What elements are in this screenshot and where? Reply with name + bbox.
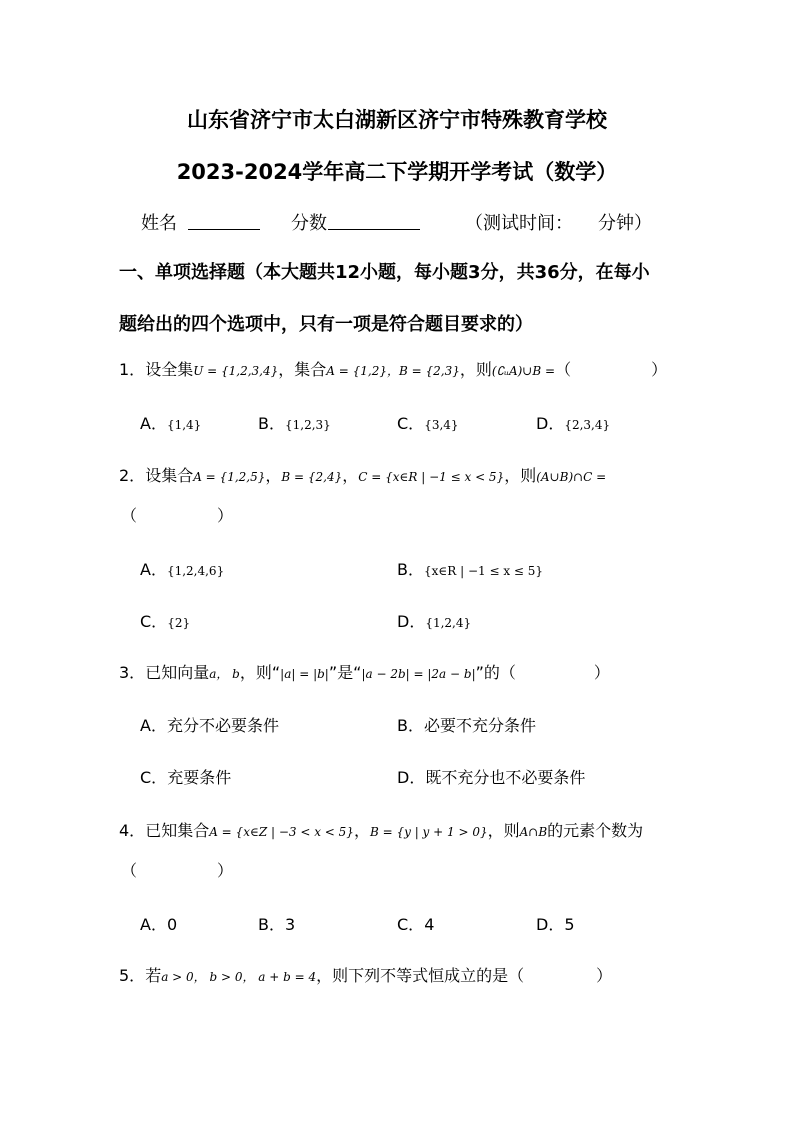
option-value: {2,3,4} — [564, 418, 611, 432]
q3-option-a[interactable] — [140, 713, 279, 736]
math-expression: B = {y | y + 1 > 0} — [369, 825, 488, 839]
option-label: D． — [397, 612, 426, 631]
q2-option-a[interactable] — [140, 557, 224, 580]
option-label: A． — [140, 716, 167, 735]
q1-option-b[interactable] — [258, 411, 331, 434]
option-label: C． — [397, 414, 425, 433]
answer-parentheses: （ ） — [555, 360, 668, 379]
q2-answer-parentheses: （ ） — [121, 506, 234, 525]
math-expression: a， b — [209, 667, 240, 681]
option-label: C． — [140, 768, 168, 787]
question-text: 设集合 — [145, 466, 194, 485]
option-label: A． — [140, 560, 167, 579]
option-label: D． — [397, 768, 426, 787]
option-value: 5 — [564, 915, 575, 934]
math-expression: (A∪B)∩C = — [536, 470, 607, 484]
name-blank — [188, 211, 260, 235]
math-expression: B = {2,4} — [281, 470, 343, 484]
question-text: ，则“ — [239, 663, 281, 682]
q2-option-d[interactable] — [397, 609, 471, 632]
option-value: {3,4} — [424, 418, 459, 432]
math-expression: |a| = |b| — [280, 667, 329, 681]
q4-option-d[interactable] — [536, 912, 575, 935]
q4-option-a[interactable] — [140, 912, 177, 935]
q1-option-a[interactable] — [140, 411, 201, 434]
question-text: ，则下列不等式恒成立的是（ — [316, 966, 525, 985]
question-text: ， — [265, 466, 282, 485]
question-number: 3． — [119, 663, 146, 682]
question-text: ，则 — [459, 360, 492, 379]
question-number: 4． — [119, 821, 146, 840]
score-blank — [328, 211, 420, 235]
math-expression: A = {x∈Z | −3 < x < 5} — [209, 825, 354, 839]
q3-option-c[interactable] — [140, 765, 231, 788]
score-label: 分数 — [291, 213, 327, 234]
option-value: {1,2,4} — [425, 616, 472, 630]
question-text: 已知向量 — [145, 663, 210, 682]
question-3 — [119, 660, 610, 683]
question-text: 已知集合 — [145, 821, 210, 840]
option-value: 4 — [424, 915, 435, 934]
option-value: {1,2,3} — [284, 418, 331, 432]
name-label: 姓名 — [141, 213, 177, 234]
option-label: D． — [536, 414, 565, 433]
section-heading-line1: 一、单项选择题（本大题共12小题，每小题3分，共36分，在每小 — [119, 262, 650, 283]
option-label: B． — [397, 560, 424, 579]
question-1 — [119, 357, 667, 380]
answer-paren-close: ） — [596, 966, 613, 985]
q4-answer-parentheses: （ ） — [121, 861, 234, 880]
student-info-row — [0, 209, 794, 237]
exam-title-subject: 2023-2024学年高二下学期开学考试（数学） — [176, 160, 618, 184]
math-expression: (∁ᵤA)∪B = — [491, 364, 556, 378]
option-value: 充分不必要条件 — [166, 716, 279, 735]
option-value: {2} — [167, 616, 191, 630]
question-2 — [119, 463, 606, 486]
question-text: 若 — [145, 966, 162, 985]
question-text: ，集合 — [278, 360, 327, 379]
option-label: B． — [258, 915, 285, 934]
math-expression: |a − 2b| = |2a − b| — [361, 667, 476, 681]
math-expression: C = {x∈R | −1 ≤ x < 5} — [358, 470, 505, 484]
q1-option-c[interactable] — [397, 411, 459, 434]
question-number: 5． — [119, 966, 146, 985]
question-text: 的元素个数为 — [547, 821, 644, 840]
answer-paren-close: ） — [593, 663, 610, 682]
time-unit: 分钟） — [598, 213, 652, 234]
option-value: 0 — [166, 915, 178, 934]
math-expression: A = {1,2}，B = {2,3} — [326, 364, 460, 378]
option-value: {1,2,4,6} — [166, 564, 225, 578]
question-text: ，则 — [504, 466, 537, 485]
option-value: {x∈R | −1 ≤ x ≤ 5} — [423, 564, 544, 578]
time-label: （测试时间： — [465, 213, 573, 234]
option-value: {1,4} — [166, 418, 202, 432]
math-expression: a > 0， b > 0， a + b = 4 — [161, 970, 317, 984]
question-text: ，则 — [487, 821, 520, 840]
question-4 — [119, 818, 643, 841]
math-expression: A = {1,2,5} — [193, 470, 266, 484]
q3-option-b[interactable] — [397, 713, 536, 736]
question-5 — [119, 963, 612, 986]
question-text: ， — [342, 466, 359, 485]
option-value: 充要条件 — [167, 768, 232, 787]
q4-option-c[interactable] — [397, 912, 434, 935]
question-number: 1． — [119, 360, 146, 379]
math-expression: A∩B — [519, 825, 548, 839]
option-label: C． — [397, 915, 425, 934]
question-number: 2． — [119, 466, 146, 485]
q3-option-d[interactable] — [397, 765, 585, 788]
q1-option-d[interactable] — [536, 411, 610, 434]
q4-option-b[interactable] — [258, 912, 295, 935]
question-text: ”的（ — [475, 663, 516, 682]
option-label: C． — [140, 612, 168, 631]
question-text: ”是“ — [328, 663, 362, 682]
q2-option-b[interactable] — [397, 557, 543, 580]
q2-option-c[interactable] — [140, 609, 190, 632]
section-heading-line2: 题给出的四个选项中，只有一项是符合题目要求的） — [119, 314, 533, 335]
option-value: 既不充分也不必要条件 — [425, 768, 586, 787]
option-label: D． — [536, 915, 565, 934]
option-label: A． — [140, 915, 167, 934]
section-heading — [119, 259, 689, 339]
exam-title-school: 山东省济宁市太白湖新区济宁市特殊教育学校 — [187, 108, 607, 132]
math-expression: U = {1,2,3,4} — [193, 364, 279, 378]
option-label: B． — [397, 716, 424, 735]
option-value: 3 — [284, 915, 296, 934]
option-value: 必要不充分条件 — [423, 716, 536, 735]
question-text: 设全集 — [145, 360, 194, 379]
question-text: ， — [353, 821, 370, 840]
option-label: A． — [140, 414, 167, 433]
option-label: B． — [258, 414, 285, 433]
